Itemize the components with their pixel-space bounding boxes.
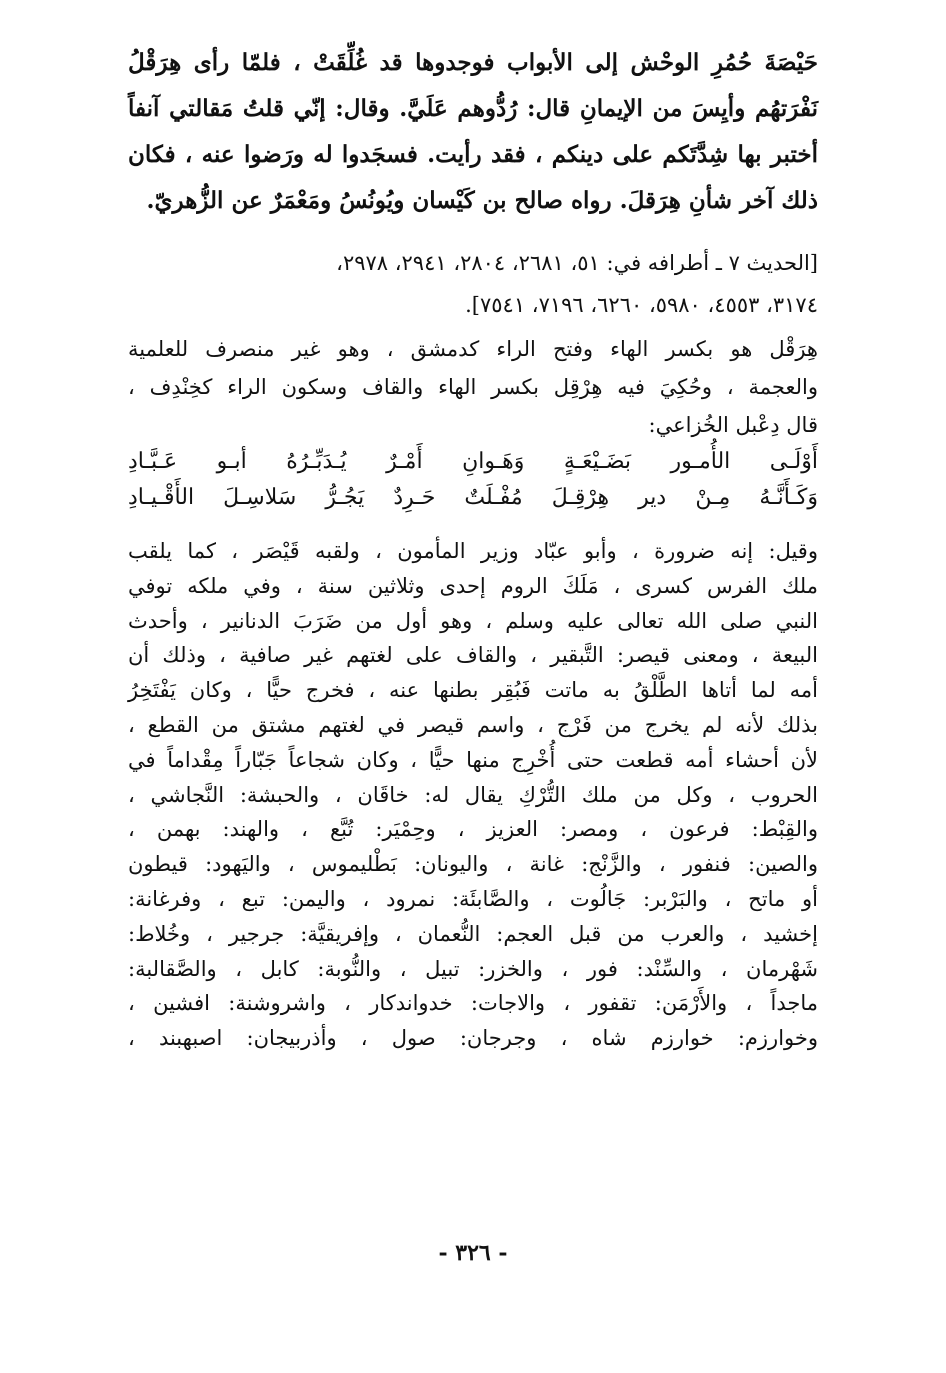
poem-verse: أَوْلَـى الأُمـور بَضَـيْعَـةٍ وَهَـوانِ أَمْـرٌ يُـدَبِّـرُهُ أبـو عَـبَّـادِ: [128, 449, 818, 474]
hadith-text: [128, 40, 818, 224]
cross-references: [128, 242, 818, 326]
commentary-line: وقيل: إنه ضرورة ، وأبو عبّاد وزير المأمون ، ولقبه قَيْصَر ، كما يلقب: [128, 539, 818, 563]
commentary-intro: [128, 330, 818, 444]
hadith-line: نَفْرَتهُم وأيِسَ من الإيمانِ قال: رُدُّوهم عَلَيَّ. وقال: إنّي قلتُ مَقالتي آنفاً: [128, 95, 818, 122]
hadith-line: حَيْصَةَ حُمُرِ الوحْش إلى الأبواب فوجدوها قد غُلِّقَتْ ، فلمّا رأى هِرَقْلُ: [128, 49, 818, 76]
commentary-line: ماجداً ، والأَرْمَن: تقفور ، والاجات: خدواندكار ، واشروشنة: افشين ،: [128, 991, 818, 1016]
reference-line: ٣١٧٤، ٤٥٥٣، ٥٩٨٠، ٦٢٦٠، ٧١٩٦، ٧٥٤١].: [465, 293, 818, 317]
commentary-line: وخوارزم: خوارزم شاه ، وجرجان: صول ، وأذربيجان: اصبهبند ،: [128, 1026, 818, 1051]
commentary-line: قال دِعْبل الخُزاعي:: [648, 413, 818, 437]
commentary-line: لأن أحشاء أمه قطعت حتى أُخْرِج منها حيًّا ، وكان شجاعاً جَبّاراً مِقْداماً في: [128, 747, 818, 772]
page-body: [128, 40, 818, 1056]
commentary-line: البيعة ، ومعنى قيصر: التَّبقير ، والقاف على لغتهم غير صافية ، وذلك أن: [128, 643, 818, 668]
poem: [128, 444, 818, 516]
commentary-line: والعجمة ، وحُكِيَ فيه هِرْقِل بكسر الهاء والقاف وسكون الراء كخِنْدِف ،: [128, 375, 818, 399]
commentary-line: ملك الفرس كسرى ، مَلَكَ الروم إحدى وثلاثين سنة ، وفي ملكه توفي: [128, 573, 818, 598]
page-number: - ٣٢٦ -: [438, 1240, 508, 1266]
hadith-line: أختبر بها شِدَّتَكم على دينكم ، فقد رأيت. فسجَدوا له ورَضوا عنه ، فكان: [128, 141, 818, 168]
commentary-line: النبي صلى الله تعالى عليه وسلم ، وهو أول من ضَرَبَ الدنانير ، وأحدث: [128, 608, 818, 633]
poem-verse: وَكَـأَنَّـهُ مِـنْ دير هِرْقِـلَ مُفْـلَتٌ حَـرِدٌ يَجُـرُّ سَلاسِـلَ الأَقْـيـادِ: [128, 485, 818, 510]
commentary-line: بذلك لأنه لم يخرج من فَرْج ، واسم قيصر في لغتهم مشتق من القطع ،: [128, 712, 818, 737]
commentary-line: أو ماتح ، والبَرْبر: جَالُوت ، والصَّابئَة: نمرود ، واليمن: تبع ، وفرغانة:: [128, 886, 818, 911]
commentary-line: والقِبْط: فرعون ، ومصر: العزيز ، وحِمْيَر: تُبَّع ، والهند: بهمن ،: [128, 817, 818, 842]
commentary-line: إخشيد ، والعرب من قبل العجم: النُّعمان ، وإفريقيَّة: جرجير ، وخُلاط:: [128, 921, 818, 946]
commentary-line: الحروب ، وكل من ملك التُّرْكِ يقال له: خاقَان ، والحبشة: النَّجاشي ،: [128, 782, 818, 807]
commentary-main: [128, 534, 818, 1056]
commentary-line: والصين: فنفور ، والزَّنْج: غانة ، واليونان: بَطْليموس ، واليَهود: قيطون: [128, 852, 818, 877]
commentary-line: شَهْرمان ، والسِّنْد: فور ، والخزر: تبيل ، والنُّوبة: كابل ، والصَّقالبة:: [128, 956, 818, 981]
commentary-line: هِرَقْل هو بكسر الهاء وفتح الراء كدمشق ، وهو غير منصرف للعلمية: [128, 337, 818, 361]
hadith-line: ذلك آخر شأنِ هِرَقلَ. رواه صالح بن كَيْسان ويُونُسُ ومَعْمَرٌ عن الزُّهريّ.: [146, 187, 818, 214]
reference-line: [الحديث ٧ ـ أطرافه في: ٥١، ٢٦٨١، ٢٨٠٤، ٢٩٤١، ٢٩٧٨،: [336, 251, 818, 275]
commentary-line: أمه لما أتاها الطَّلْقُ به ماتت فَبُقِر بطنها عنه ، فخرج حيًّا ، وكان يَفْتَخِرُ: [128, 678, 818, 703]
